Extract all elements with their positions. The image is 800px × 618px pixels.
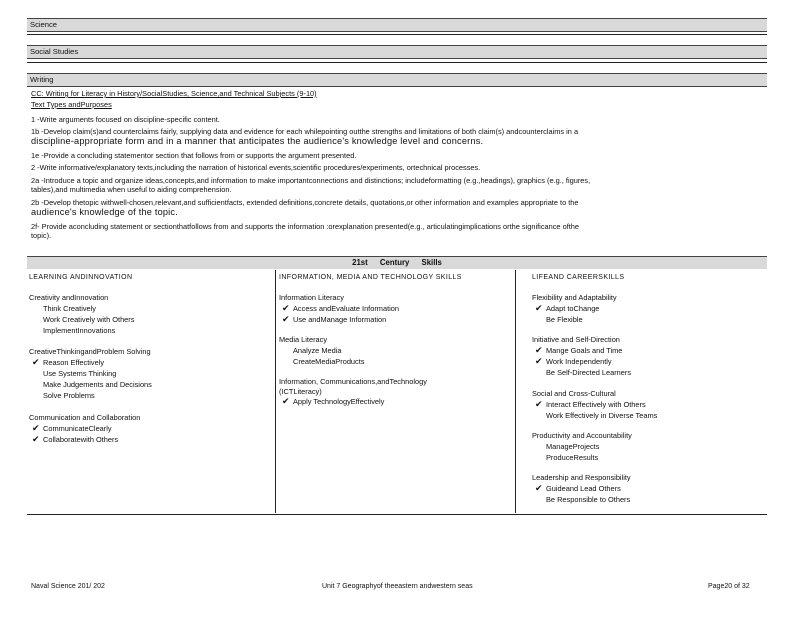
skill-item: ManageProjects xyxy=(546,442,600,451)
column-title: INFORMATION, MEDIA AND TECHNOLOGY SKILLS xyxy=(279,274,462,281)
skill-item: Work Effectively in Diverse Teams xyxy=(546,411,658,420)
checkmark-icon: ✔ xyxy=(535,356,543,366)
skill-item: ✔ CommunicateClearly xyxy=(32,423,112,433)
group-title: Communication and Collaboration xyxy=(29,413,141,422)
skill-item: Be Self-Directed Learners xyxy=(546,368,632,377)
checkmark-icon: ✔ xyxy=(535,303,543,313)
skill-item: ✔ Access andEvaluate Information xyxy=(282,303,399,313)
skill-item: ✔ Collaboratewith Others xyxy=(32,434,119,444)
checkmark-icon: ✔ xyxy=(535,483,543,493)
group-subtitle: (ICTLiteracy) xyxy=(279,387,322,396)
standard-line: 2f- Provide aconcluding statement or sectionthatfollows from and supports the information :orexplanation presented(e.g., articulatingimplications orthe significance ofthe xyxy=(31,222,580,231)
skill-item: CreateMediaProducts xyxy=(293,357,365,366)
checkmark-icon: ✔ xyxy=(282,314,290,324)
skills-title: 21st Century Skills xyxy=(352,258,442,267)
skill-item: Be Flexible xyxy=(546,315,583,324)
skill-item: ✔ Mange Goals and Time xyxy=(535,345,623,355)
standard-reference: CC: Writing for Literacy in History/SocialStudies, Science,and Technical Subjects (9-10) xyxy=(31,89,317,98)
information-media-technology-column xyxy=(277,270,516,513)
skills-header xyxy=(27,256,767,269)
skills-section xyxy=(27,256,767,515)
skill-item: ✔ Interact Effectively with Others xyxy=(535,399,646,409)
standard-line: 1e -Provide a concluding statementor section that follows from or supports the argument presented. xyxy=(31,151,357,160)
group-title: Creativity andInnovation xyxy=(29,293,109,302)
group-title: Information Literacy xyxy=(279,293,344,302)
column-title: LIFEAND CAREERSKILLS xyxy=(532,274,625,281)
checkmark-icon: ✔ xyxy=(32,434,40,444)
skill-item: ✔ Work Independently xyxy=(535,356,612,366)
skill-group xyxy=(29,346,152,401)
skill-item: ImplementInnovations xyxy=(43,326,116,335)
skill-item: Make Judgements and Decisions xyxy=(43,380,152,389)
standard-line: 2a -Introduce a topic and organize ideas,concepts,and information to make importantconnections and distinctions; includeformatting (e.g.,headings), graphics (e.g., figures, xyxy=(31,176,591,185)
checkmark-icon: ✔ xyxy=(535,399,543,409)
skill-group xyxy=(532,388,657,421)
skill-group xyxy=(532,472,631,505)
standard-line: 2b -Develop thetopic withwell-chosen,relevant,and sufficientfacts, extended definitions,concrete details, quotations,or other information and examples appropriate to the xyxy=(31,198,579,207)
science-label: Science xyxy=(30,20,58,29)
social-studies-label: Social Studies xyxy=(30,47,79,56)
writing-band xyxy=(27,73,767,87)
skill-item: ✔ Reason Effectively xyxy=(32,357,105,367)
group-title: Media Literacy xyxy=(279,335,328,344)
checkmark-icon: ✔ xyxy=(535,345,543,355)
skill-group xyxy=(279,376,427,407)
divider xyxy=(27,34,767,35)
life-career-column xyxy=(530,270,767,513)
standard-line: 1 -Write arguments focused on discipline-specific content. xyxy=(31,115,220,124)
standard-line: tables),and multimedia when useful to aiding comprehension. xyxy=(31,185,232,194)
skill-item: Be Responsible to Others xyxy=(546,495,631,504)
group-title: CreativeThinkingandProblem Solving xyxy=(29,347,151,356)
skill-item: Solve Problems xyxy=(43,391,95,400)
group-title: Information, Communications,andTechnology xyxy=(279,377,427,386)
skill-item: ProduceResults xyxy=(546,453,599,462)
footer-page-number: Page20 of 32 xyxy=(708,583,750,590)
checkmark-icon: ✔ xyxy=(282,396,290,406)
checkmark-icon: ✔ xyxy=(32,423,40,433)
group-title: Social and Cross-Cultural xyxy=(532,389,616,398)
column-title: LEARNING ANDINNOVATION xyxy=(29,274,133,281)
skill-item: Analyze Media xyxy=(293,346,342,355)
group-title: Initiative and Self-Direction xyxy=(532,335,620,344)
skill-group xyxy=(279,334,364,367)
group-title: Flexibility and Adaptability xyxy=(532,293,617,302)
checkmark-icon: ✔ xyxy=(282,303,290,313)
text-types-heading: Text Types andPurposes xyxy=(31,100,112,109)
group-title: Leadership and Responsibility xyxy=(532,473,631,482)
skill-item: Use Systems Thinking xyxy=(43,369,117,378)
skill-item: ✔ Use andManage Information xyxy=(282,314,387,324)
skill-item: ✔ Apply TechnologyEffectively xyxy=(282,396,385,406)
social-studies-band xyxy=(27,45,767,59)
divider xyxy=(27,62,767,63)
skill-group xyxy=(532,430,632,463)
skill-item: Think Creatively xyxy=(43,304,96,313)
standard-line: topic). xyxy=(31,231,52,240)
learning-innovation-column xyxy=(27,270,276,513)
footer-course: Naval Science 201/ 202 xyxy=(31,583,105,590)
skill-group xyxy=(29,412,140,445)
checkmark-icon: ✔ xyxy=(32,357,40,367)
skill-group xyxy=(29,292,134,336)
skill-item: ✔ Adapt toChange xyxy=(535,303,600,313)
skill-item: ✔ Guideand Lead Others xyxy=(535,483,621,493)
standard-line: 1b -Develop claim(s)and counterclaims fairly, supplying data and evidence for each whilepointing outthe strengths and limitations of both claim(s) andcounterclaims in a xyxy=(31,127,579,136)
footer-unit: Unit 7 Geographyof theeastern andwestern seas xyxy=(322,583,473,590)
skill-group xyxy=(532,334,631,378)
standard-line: discipline-appropriate form and in a manner that anticipates the audience's knowledge level and concerns. xyxy=(31,136,484,146)
writing-label: Writing xyxy=(30,75,54,84)
standard-line: audience's knowledge of the topic. xyxy=(31,207,178,217)
standard-line: 2 -Write informative/explanatory texts,including the narration of historical events,scientific procedures/experiments, ortechnical processes. xyxy=(31,163,481,172)
skill-group xyxy=(279,292,399,325)
skill-group xyxy=(532,292,617,325)
group-title: Productivity and Accountability xyxy=(532,431,632,440)
skill-item: Work Creatively with Others xyxy=(43,315,135,324)
science-band xyxy=(27,18,767,32)
